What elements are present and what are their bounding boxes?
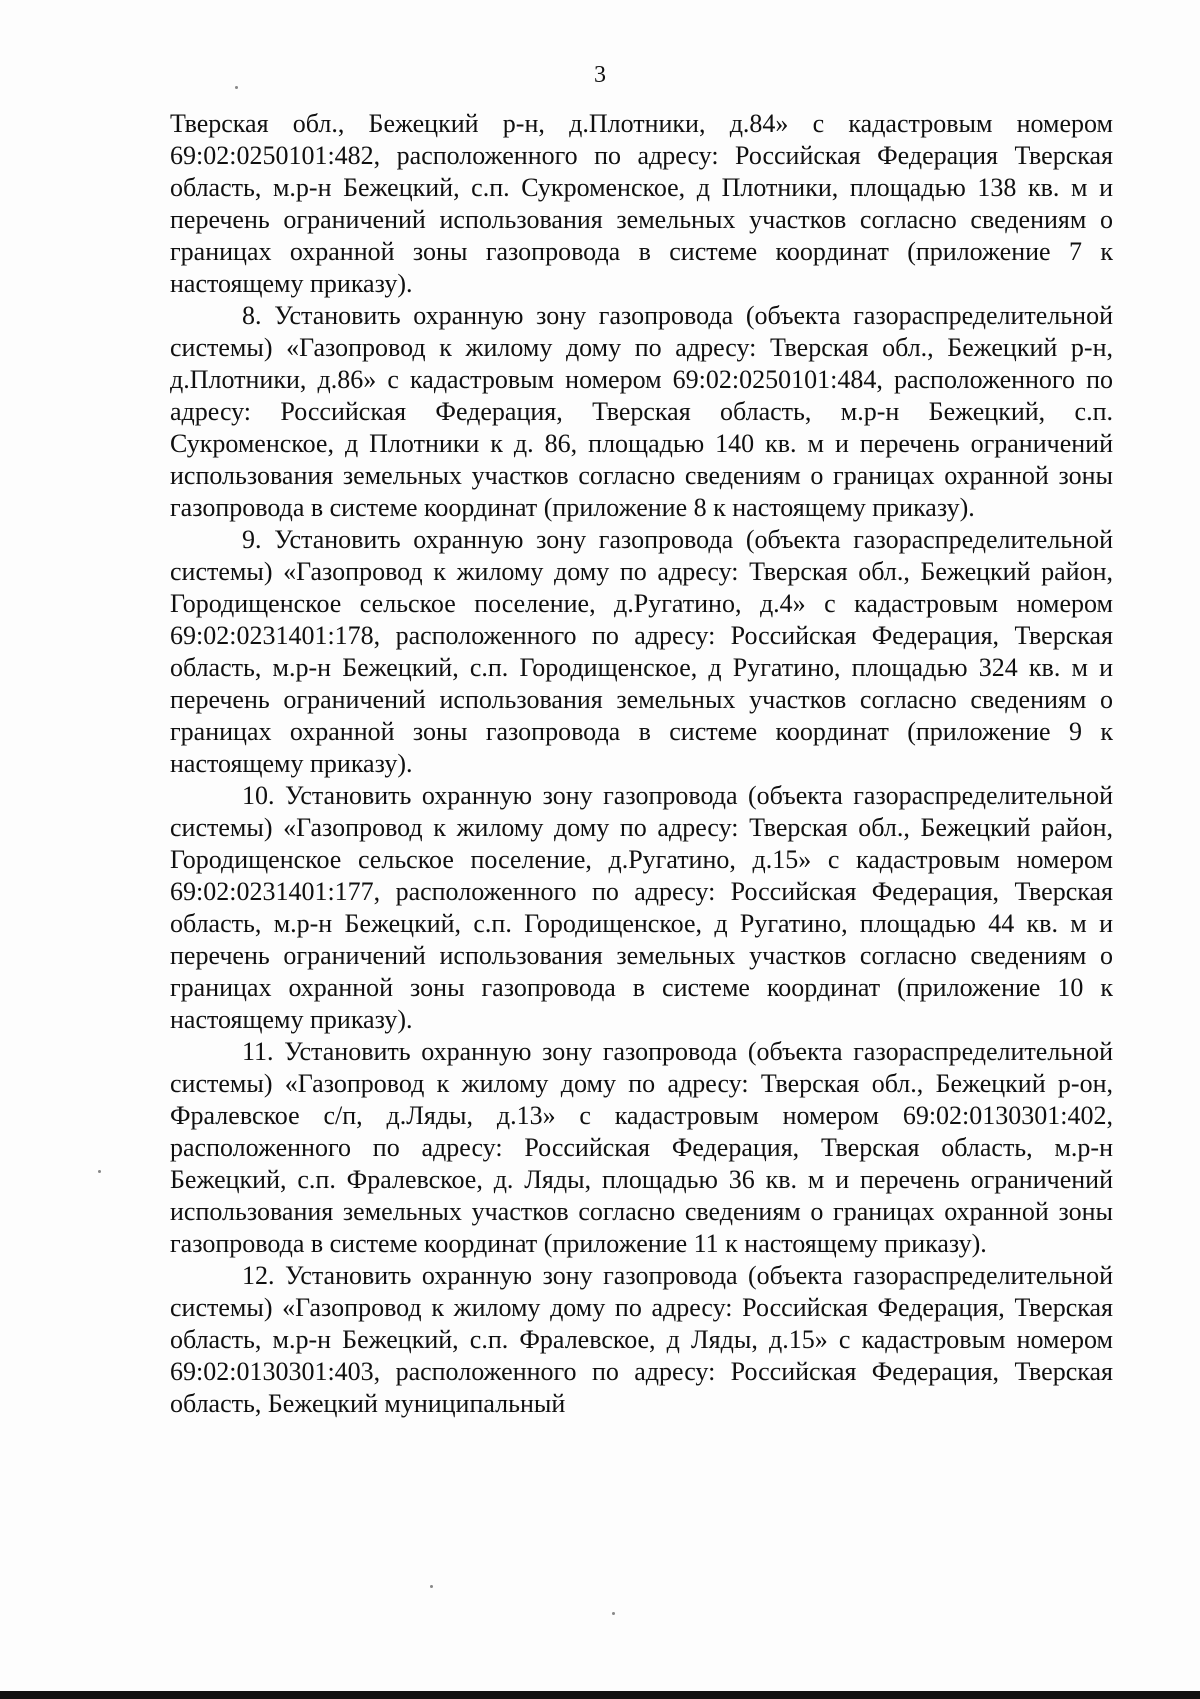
paragraph-10	[170, 780, 1113, 1036]
paragraph-text: Тверская обл., Бежецкий р-н, д.Плотники, д.84» с кадастровым номером 69:02:0250101:482, расположенного по адресу: Российская Федерация Тверская область, м.р-н Бежецкий, с.п. Сукроменское, д Плотники, площадью 138 кв. м и перечень ограничений использования земельных участков согласно сведениям о границах охранной зоны газопровода в системе координат (приложение 7 к настоящему приказу).	[170, 109, 1113, 298]
paragraph-number: 9.	[242, 525, 262, 554]
paragraph-8	[170, 300, 1113, 524]
paragraph-9	[170, 524, 1113, 780]
scan-speck	[612, 1612, 615, 1615]
paragraph-text: Установить охранную зону газопровода (объекта газораспределительной системы) «Газопровод к жилому дому по адресу: Тверская обл., Бежецкий район, Городищенское сельское поселение, д.Ругатино, д.4» с кадастровым номером 69:02:0231401:178, расположенного по адресу: Российская Федерация, Тверская область, м.р-н Бежецкий, с.п. Городищенское, д Ругатино, площадью 324 кв. м и перечень ограничений использования земельных участков согласно сведениям о границах охранной зоны газопровода в системе координат (приложение 9 к настоящему приказу).	[170, 525, 1113, 778]
scan-speck	[430, 1585, 433, 1588]
paragraph-text: Установить охранную зону газопровода (объекта газораспределительной системы) «Газопровод к жилому дому по адресу: Тверская обл., Бежецкий р-н, д.Плотники, д.86» с кадастровым номером 69:02:0250101:484, расположенного по адресу: Российская Федерация, Тверская область, м.р-н Бежецкий, с.п. Сукроменское, д Плотники к д. 86, площадью 140 кв. м и перечень ограничений использования земельных участков согласно сведениям о границах охранной зоны газопровода в системе координат (приложение 8 к настоящему приказу).	[170, 301, 1113, 522]
paragraph-text: Установить охранную зону газопровода (объекта газораспределительной системы) «Газопровод к жилому дому по адресу: Российская Федерация, Тверская область, м.р-н Бежецкий, с.п. Фралевское, д Ляды, д.15» с кадастровым номером 69:02:0130301:403, расположенного по адресу: Российская Федерация, Тверская область, Бежецкий муниципальный	[170, 1261, 1114, 1418]
scan-bottom-edge	[0, 1691, 1200, 1699]
document-body	[170, 108, 1113, 1420]
paragraph-11	[170, 1036, 1113, 1260]
paragraph-text: Установить охранную зону газопровода (объекта газораспределительной системы) «Газопровод к жилому дому по адресу: Тверская обл., Бежецкий район, Городищенское сельское поселение, д.Ругатино, д.15» с кадастровым номером 69:02:0231401:177, расположенного по адресу: Российская Федерация, Тверская область, м.р-н Бежецкий, с.п. Городищенское, д Ругатино, площадью 44 кв. м и перечень ограничений использования земельных участков согласно сведениям о границах охранной зоны газопровода в системе координат (приложение 10 к настоящему приказу).	[170, 781, 1114, 1034]
page-number: 3	[594, 62, 606, 88]
paragraph-7-continuation	[170, 108, 1113, 300]
paragraph-12	[170, 1260, 1113, 1420]
scan-speck	[98, 1170, 101, 1173]
scan-speck	[235, 86, 238, 89]
paragraph-number: 12.	[242, 1261, 275, 1290]
paragraph-number: 8.	[242, 301, 262, 330]
paragraph-number: 11.	[242, 1037, 274, 1066]
paragraph-text: Установить охранную зону газопровода (объекта газораспределительной системы) «Газопровод к жилому дому по адресу: Тверская обл., Бежецкий р-он, Фралевское с/п, д.Ляды, д.13» с кадастровым номером 69:02:0130301:402, расположенного по адресу: Российская Федерация, Тверская область, м.р-н Бежецкий, с.п. Фралевское, д. Ляды, площадью 36 кв. м и перечень ограничений использования земельных участков согласно сведениям о границах охранной зоны газопровода в системе координат (приложение 11 к настоящему приказу).	[170, 1037, 1113, 1258]
paragraph-number: 10.	[242, 781, 275, 810]
